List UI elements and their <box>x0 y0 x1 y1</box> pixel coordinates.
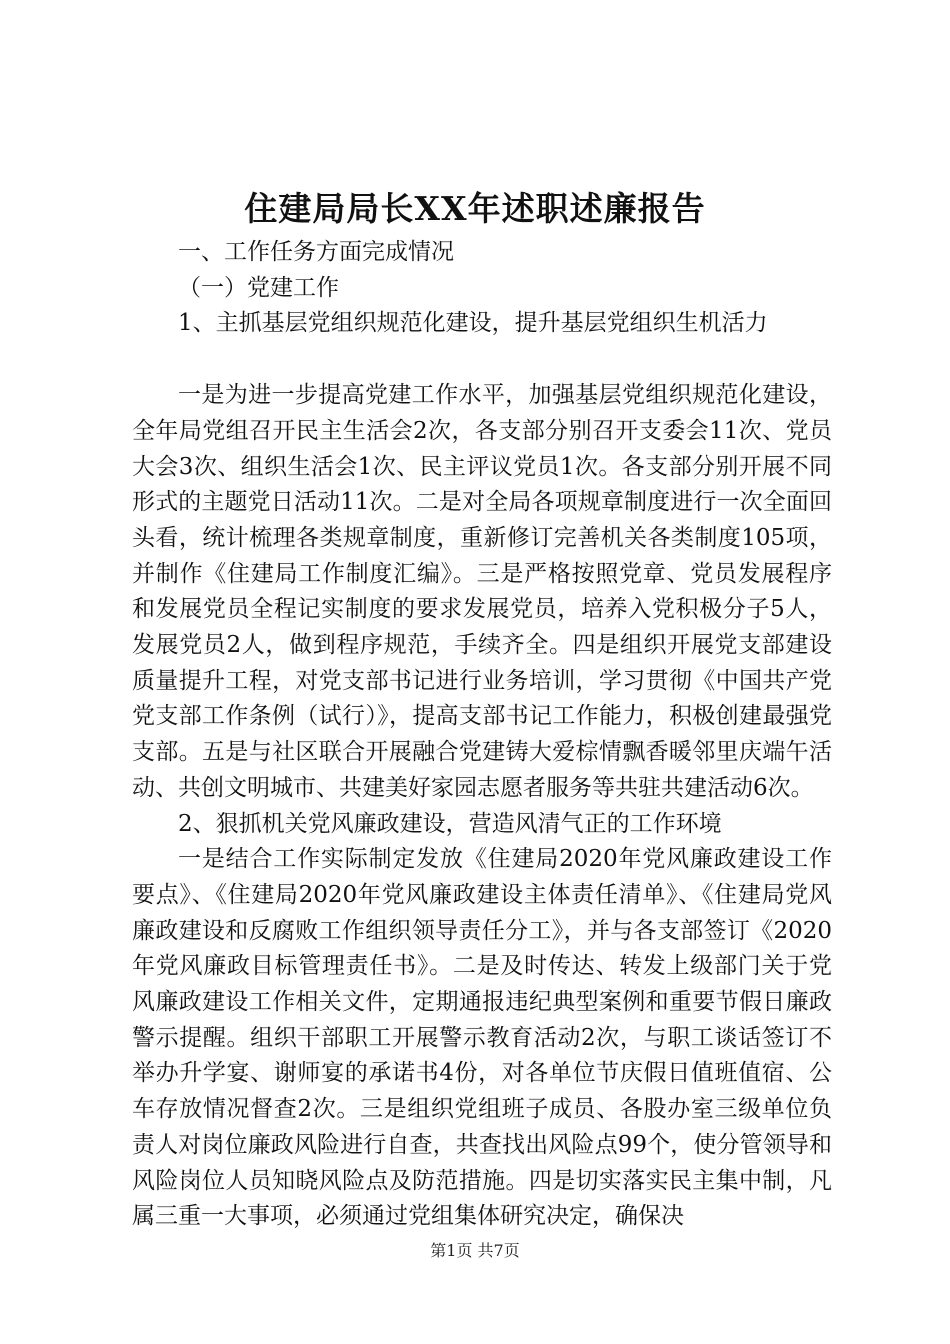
document-title: 住建局局长XX年述职述廉报告 <box>244 189 706 228</box>
section-heading: 一、工作任务方面完成情况 <box>178 239 454 265</box>
page-number: 第1页 共7页 <box>430 1241 520 1260</box>
body-paragraph-2: 一是结合工作实际制定发放《住建局2020年党风廉政建设工作要点》、《住建局2020年党风廉政建设主体责任清单》、《住建局党风廉政建设和反腐败工作组织领导责任分工》，并与各支部签订《2020年党风廉政目标管理责任书》。二是及时传达、转发上级部门关于党风廉政建设工作相关文件，定期通报违纪典型案例和重要节假日廉政警示提醒。组织干部职工开展警示教育活动2次，与职工谈话签订不举办升学宴、谢师宴的承诺书4份，对各单位节庆假日值班值宿、公车存放情况督查2次。三是组织党组班子成员、各股办室三级单位负责人对岗位廉政风险进行自查，共查找出风险点99个，使分管领导和风险岗位人员知晓风险点及防范措施。四是切实落实民主集中制，凡属三重一大事项，必须通过党组集体研究决定，确保决 <box>132 846 832 1230</box>
item-heading-1: 1、主抓基层党组织规范化建设，提升基层党组织生机活力 <box>178 310 768 337</box>
subsection-heading: （一）党建工作 <box>178 274 339 301</box>
item-heading-2: 2、狠抓机关党风廉政建设，营造风清气正的工作环境 <box>178 810 722 837</box>
body-paragraph-1: 一是为进一步提高党建工作水平，加强基层党组织规范化建设，全年局党组召开民主生活会2次，各支部分别召开支委会11次、党员大会3次、组织生活会1次、民主评议党员1次。各支部分别开展不同形式的主题党日活动11次。二是对全局各项规章制度进行一次全面回头看，统计梳理各类规章制度，重新修订完善机关各类制度105项，并制作《住建局工作制度汇编》。三是严格按照党章、党员发展程序和发展党员全程记实制度的要求发展党员，培养入党积极分子5人，发展党员2人，做到程序规范，手续齐全。四是组织开展党支部建设质量提升工程，对党支部书记进行业务培训，学习贯彻《中国共产党党支部工作条例（试行）》，提高支部书记工作能力，积极创建最强党支部。五是与社区联合开展融合党建铸大爱棕情飘香暖邻里庆端午活动、共创文明城市、共建美好家园志愿者服务等共驻共建活动6次。 <box>132 382 832 801</box>
document-body <box>132 235 832 1235</box>
